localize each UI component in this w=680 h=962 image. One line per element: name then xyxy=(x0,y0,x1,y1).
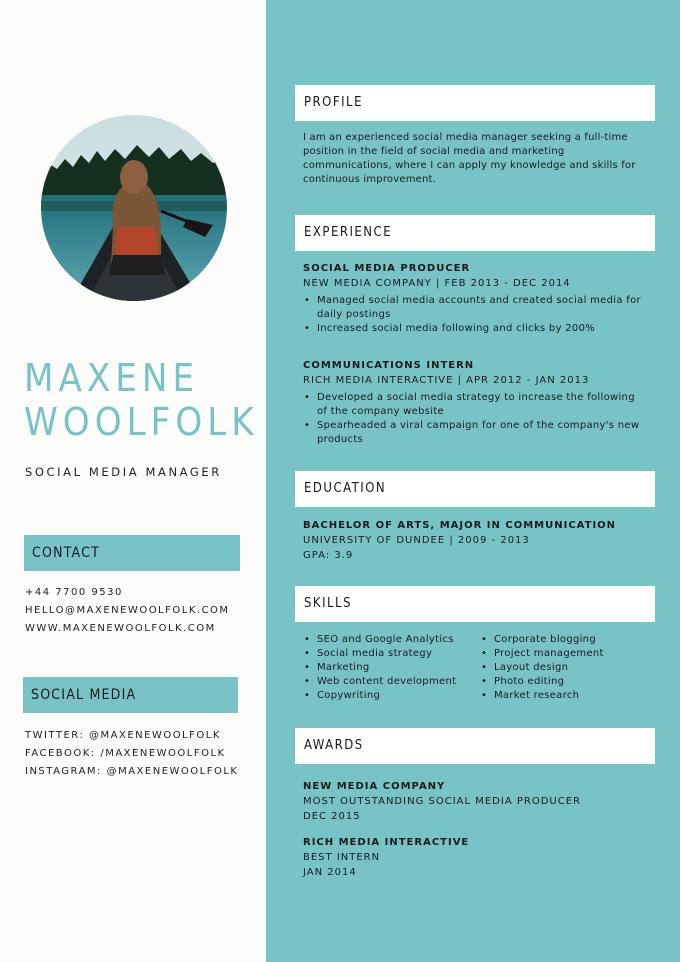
contact-heading: CONTACT xyxy=(32,545,100,561)
awards-heading: AWARDS xyxy=(304,738,364,753)
contact-details xyxy=(25,584,230,638)
award-date: JAN 2014 xyxy=(303,867,357,878)
experience-item xyxy=(303,261,648,336)
bullet-item: • Spearheaded a viral campaign for one of the company's new products xyxy=(303,419,648,447)
award-name: MOST OUTSTANDING SOCIAL MEDIA PRODUCER xyxy=(303,796,581,807)
job-company-dates: RICH MEDIA INTERACTIVE | APR 2012 - JAN 2013 xyxy=(303,375,590,386)
degree-title: BACHELOR OF ARTS, MAJOR IN COMMUNICATION xyxy=(303,520,617,531)
skill-item: • Copywriting xyxy=(303,689,480,703)
last-name: WOOLFOLK xyxy=(24,400,259,444)
left-sidebar xyxy=(0,0,266,962)
skills-column xyxy=(303,633,480,703)
experience-item xyxy=(303,358,648,447)
education-item xyxy=(303,518,648,563)
facebook-handle: FACEBOOK: /MAXENEWOOLFOLK xyxy=(25,748,226,759)
skill-item: • Project management xyxy=(480,647,604,661)
bullet-item: • Increased social media following and clicks by 200% xyxy=(303,322,648,336)
skill-item: • Web content development xyxy=(303,675,480,689)
skills-heading-box xyxy=(295,586,655,622)
award-organization: RICH MEDIA INTERACTIVE xyxy=(303,837,470,848)
skills-list xyxy=(303,633,648,703)
skill-item: • Photo editing xyxy=(480,675,604,689)
skill-item: • Layout design xyxy=(480,661,604,675)
social-heading: SOCIAL MEDIA xyxy=(31,687,137,703)
website-url: WWW.MAXENEWOOLFOLK.COM xyxy=(25,623,216,634)
award-date: DEC 2015 xyxy=(303,811,361,822)
bullet-item: • Managed social media accounts and created social media for daily postings xyxy=(303,294,648,322)
job-role-title: SOCIAL MEDIA PRODUCER xyxy=(303,263,471,274)
skill-item: • Corporate blogging xyxy=(480,633,604,647)
first-name: MAXENE xyxy=(24,356,200,400)
gpa: GPA: 3.9 xyxy=(303,550,354,561)
instagram-handle: INSTAGRAM: @MAXENEWOOLFOLK xyxy=(25,766,239,777)
social-details xyxy=(25,727,238,781)
education-heading-box xyxy=(295,471,655,507)
experience-heading-box xyxy=(295,215,655,251)
person-name xyxy=(24,356,259,444)
award-item xyxy=(303,779,648,824)
profile-heading-box xyxy=(295,85,655,121)
job-title: SOCIAL MEDIA MANAGER xyxy=(25,465,222,479)
phone-number: +44 7700 9530 xyxy=(25,587,123,598)
skill-item: • Social media strategy xyxy=(303,647,480,661)
award-item xyxy=(303,835,648,880)
bullet-item: • Developed a social media strategy to increase the following of the company website xyxy=(303,391,648,419)
experience-heading: EXPERIENCE xyxy=(304,225,393,240)
email-address: HELLO@MAXENEWOOLFOLK.COM xyxy=(25,605,230,616)
contact-heading-box xyxy=(24,535,240,571)
award-name: BEST INTERN xyxy=(303,852,381,863)
education-heading: EDUCATION xyxy=(304,481,387,496)
job-bullets xyxy=(303,294,648,336)
job-bullets xyxy=(303,391,648,447)
twitter-handle: TWITTER: @MAXENEWOOLFOLK xyxy=(25,730,221,741)
profile-heading: PROFILE xyxy=(304,95,363,110)
skill-item: • Marketing xyxy=(303,661,480,675)
skills-column xyxy=(480,633,604,703)
awards-heading-box xyxy=(295,728,655,764)
skill-item: • Market research xyxy=(480,689,604,703)
skill-item: • SEO and Google Analytics xyxy=(303,633,480,647)
social-heading-box xyxy=(23,677,238,713)
profile-text: I am an experienced social media manager seeking a full-time position in the field of social media and marketing communications, where I can apply my knowledge and skills for continuous improvement. xyxy=(303,132,636,185)
award-organization: NEW MEDIA COMPANY xyxy=(303,781,446,792)
school-dates: UNIVERSITY OF DUNDEE | 2009 - 2013 xyxy=(303,535,530,546)
skills-heading: SKILLS xyxy=(304,596,352,611)
profile-photo xyxy=(41,115,227,301)
job-role-title: COMMUNICATIONS INTERN xyxy=(303,360,475,371)
job-company-dates: NEW MEDIA COMPANY | FEB 2013 - DEC 2014 xyxy=(303,278,571,289)
